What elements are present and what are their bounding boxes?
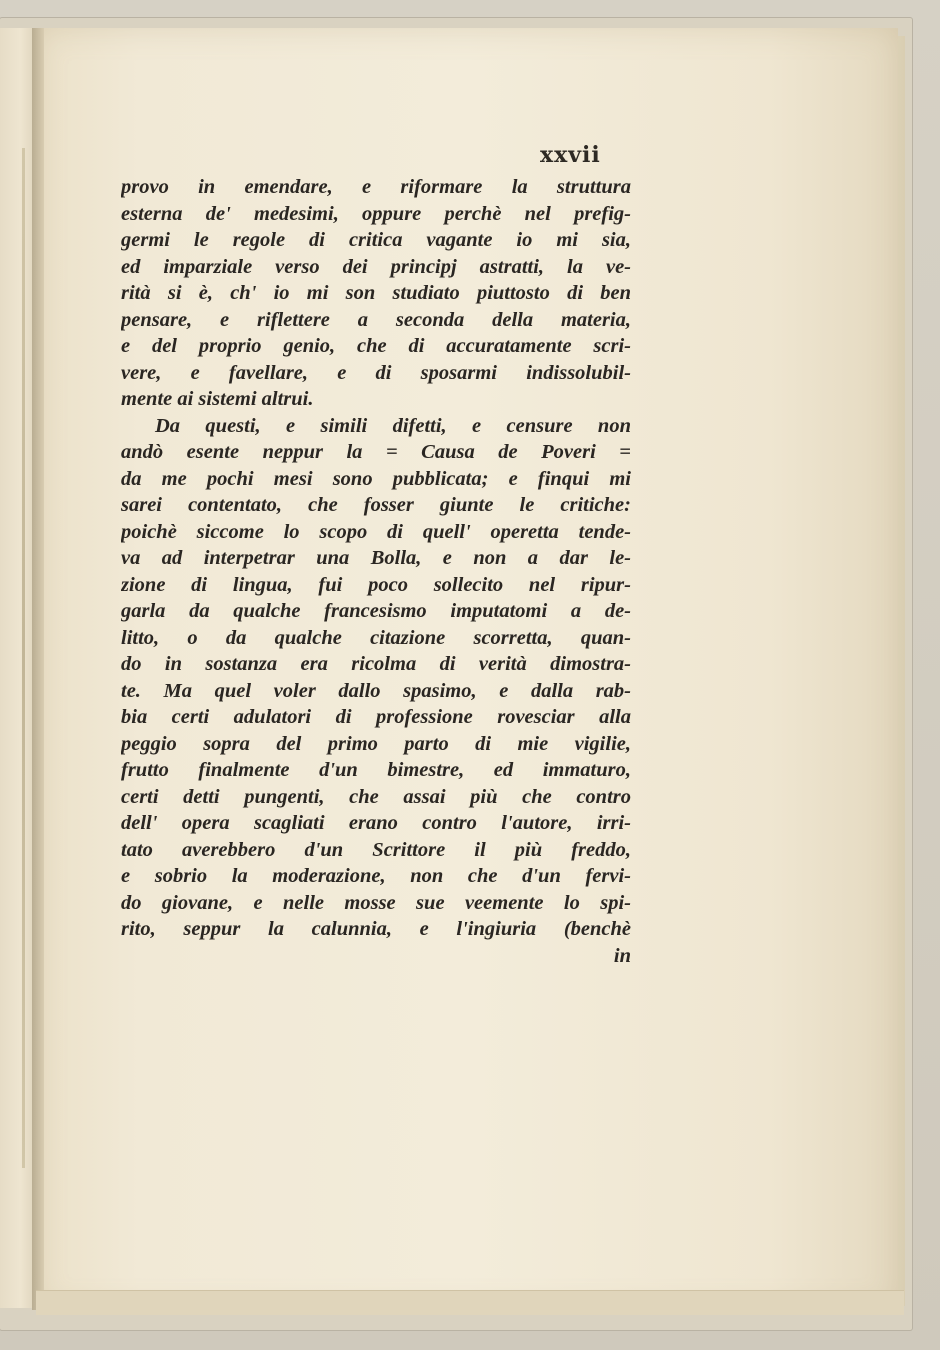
text-line: dell' opera scagliati erano contro l'autore, irri-: [121, 812, 631, 834]
text-line: garla da qualche francesismo imputatomi a de-: [121, 600, 631, 622]
page-number: xxvii: [540, 142, 601, 168]
text-line: rito, seppur la calunnia, e l'ingiuria (benchè: [121, 918, 631, 940]
text-line: zione di lingua, fui poco sollecito nel ripur-: [121, 573, 631, 596]
text-line: frutto finalmente d'un bimestre, ed immaturo,: [121, 759, 631, 781]
text-line: provo in emendare, e riformare la struttura: [121, 176, 631, 198]
text-line: litto, o da qualche citazione scorretta, quan-: [121, 626, 631, 649]
text-line: peggio sopra del primo parto di mie vigilie,: [121, 732, 631, 755]
facing-page-shadow: [22, 148, 25, 1168]
text-line: germi le regole di critica vagante io mi sia,: [121, 229, 631, 251]
text-line: vere, e favellare, e di sposarmi indissolubil-: [121, 361, 631, 384]
text-line: do in sostanza era ricolma di verità dimostra-: [121, 653, 631, 675]
text-line: esterna de' medesimi, oppure perchè nel prefig-: [121, 202, 631, 225]
text-line: va ad interpetrar una Bolla, e non a dar le-: [121, 547, 631, 569]
text-line: pensare, e riflettere a seconda della materia,: [121, 308, 631, 331]
text-line: e sobrio la moderazione, non che d'un fervi-: [121, 865, 631, 887]
text-line: tato averebbero d'un Scrittore il più freddo,: [121, 838, 631, 861]
paragraph-start-line: Da questi, e simili difetti, e censure non: [155, 414, 631, 437]
text-line: da me pochi mesi sono pubblicata; e finqui mi: [121, 467, 631, 490]
book-gutter: [32, 28, 44, 1310]
text-line: andò esente neppur la = Causa de Poveri =: [121, 441, 631, 463]
text-line: ed imparziale verso dei principj astratti, la ve-: [121, 255, 631, 278]
text-line: bia certi adulatori di professione rovesciar alla: [121, 706, 631, 728]
text-line: rità si è, ch' io mi son studiato piuttosto di ben: [121, 282, 631, 304]
text-line: do giovane, e nelle mosse sue veemente lo spi-: [121, 891, 631, 914]
page-bottom-edge: [36, 1290, 904, 1315]
catchword: in: [613, 944, 631, 967]
text-line: sarei contentato, che fosser giunte le critiche:: [121, 494, 631, 516]
text-line: te. Ma quel voler dallo spasimo, e dalla rab-: [121, 679, 631, 702]
facing-page-edge: [0, 28, 35, 1308]
text-line: poichè siccome lo scopo di quell' operetta tende-: [121, 520, 631, 543]
text-line: certi detti pungenti, che assai più che contro: [121, 785, 631, 808]
text-line: e del proprio genio, che di accuratamente scri-: [121, 335, 631, 357]
body-text: [121, 174, 631, 969]
text-line: mente ai sistemi altrui.: [121, 388, 314, 410]
